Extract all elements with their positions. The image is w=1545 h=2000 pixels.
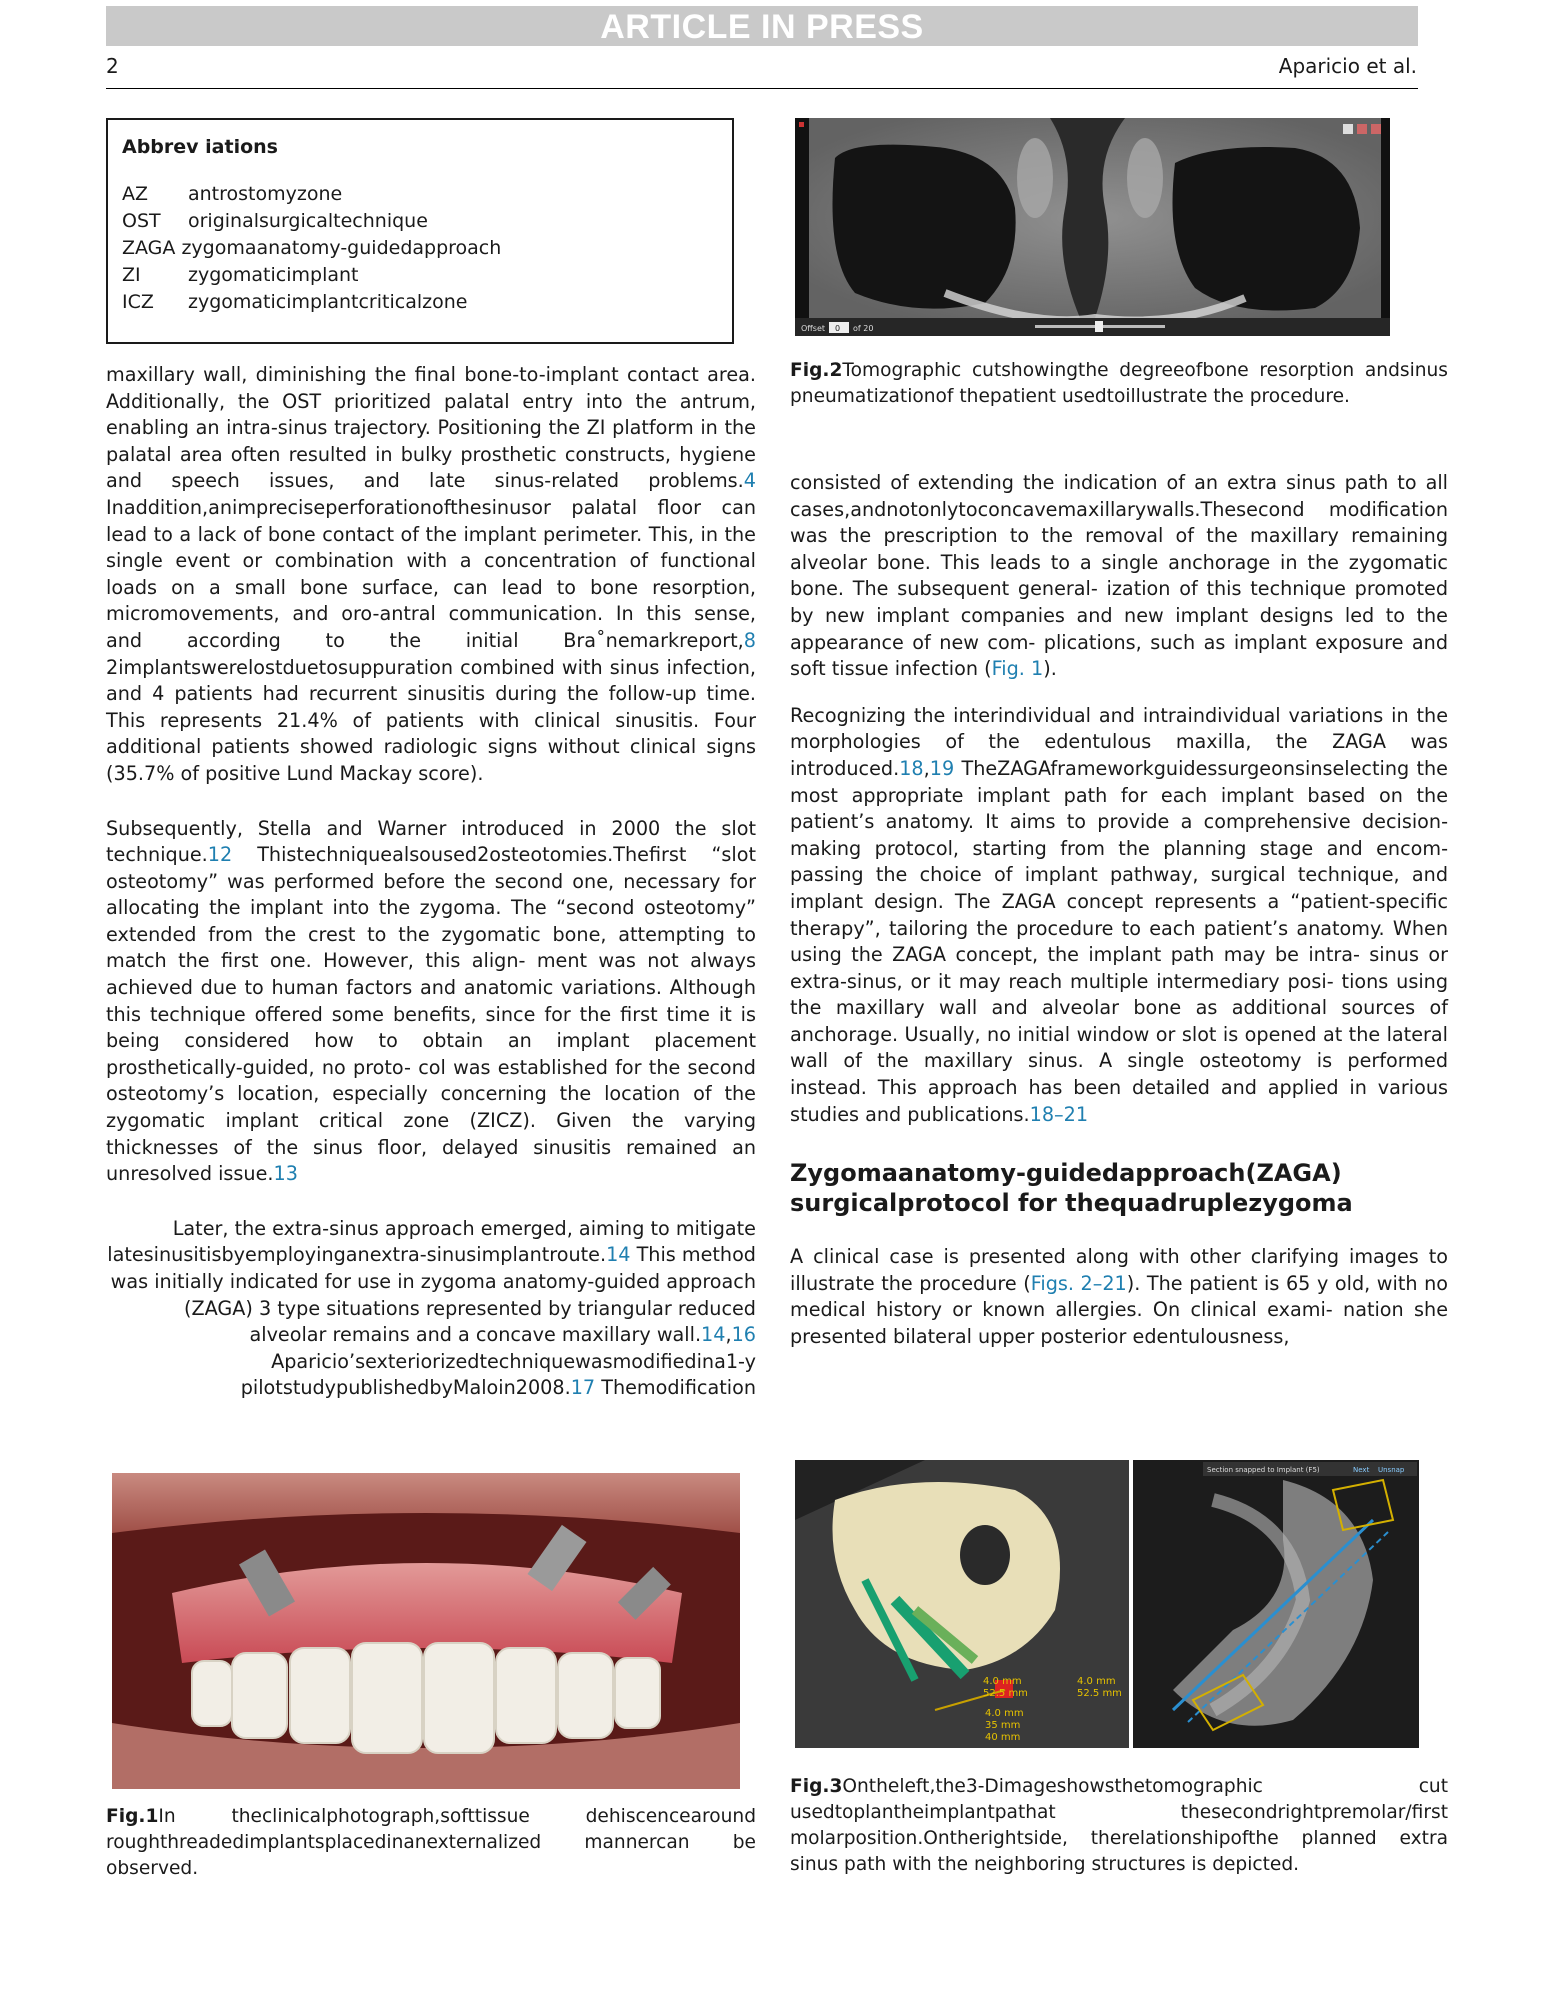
figure-2-caption: Fig.2Tomographic cutshowingthe degreeofbone resorption andsinus pneumatizationof thepatient usedtoillustrate the procedure. xyxy=(790,360,1448,407)
citation-link[interactable]: 14 xyxy=(701,1323,726,1347)
header-rule xyxy=(106,88,1418,89)
figure-3-planning-right xyxy=(1133,1460,1419,1748)
abbreviation-text: zygomaticimplant xyxy=(188,264,359,286)
paragraph: A clinical case is presented along with other clarifying images to illustrate the procedure (Figs. 2–21). The patient is 65 y old, with no medical history or known allergies. On clinical exami- nation she presented bilateral upper posterior edentulousness, xyxy=(790,1245,1448,1349)
paragraph: consisted of extending the indication of an extra sinus path to all cases,andnotonlytoconcavemaxillarywalls.Thesecond modification was the prescription to the removal of the maxillary remaining alveolar bone. This leads to a single anchorage in the zygomatic bone. The subsequent general- ization of this technique promoted by new implant companies and new implant designs led to the appearance of new com- plications, such as implant exposure and soft tissue infection (Fig. 1). xyxy=(790,471,1448,681)
abbreviation-row xyxy=(122,181,718,208)
planning-section-image xyxy=(1133,1460,1419,1748)
paragraph: Later, the extra-sinus approach emerged, aiming to mitigate latesinusitisbyemployinganextra-sinusimplantroute.14 This method was initially indicated for use in zygoma anatomy-guided approach (ZAGA) 3 type situations represented by triangular reduced alveolar remains and a concave maxillary wall.14,16 Aparicio’sexteriorizedtechniquewasmodifiedina1-y pilotstudypublishedbyMaloin2008.17 Themodification xyxy=(107,1216,756,1400)
citation-link[interactable]: 14 xyxy=(606,1243,631,1267)
citation-link[interactable]: 8 xyxy=(743,628,756,652)
measure-label: 4.0 mm xyxy=(985,1708,1024,1719)
measure-label: 40 mm xyxy=(985,1732,1021,1743)
measure-label: 4.0 mm xyxy=(983,1676,1022,1687)
figure-1-clinical-photo xyxy=(112,1473,740,1789)
abbreviation-row xyxy=(122,208,718,235)
ct-marker-icon xyxy=(799,122,804,127)
abbreviation-code: ICZ xyxy=(122,291,154,313)
abbreviation-row xyxy=(122,289,718,316)
ct-toolbar-icon[interactable] xyxy=(1343,124,1353,134)
section-unsnap-button[interactable]: Unsnap xyxy=(1378,1466,1405,1474)
measure-label: 52.5 mm xyxy=(1077,1688,1122,1699)
right-column xyxy=(790,470,1448,1371)
left-column xyxy=(106,362,756,1422)
clinical-photo-image xyxy=(112,1473,740,1789)
section-heading: Zygomaanatomy-guidedapproach(ZAGA) surgicalprotocol for thequadruplezygoma xyxy=(790,1159,1353,1218)
figure-link[interactable]: Fig. 1 xyxy=(991,657,1044,681)
measure-label: 35 mm xyxy=(985,1720,1021,1731)
figure-link[interactable]: Figs. 2–21 xyxy=(1030,1271,1127,1295)
figure-label: Fig.2 xyxy=(790,360,843,381)
ct-slider-handle[interactable] xyxy=(1095,321,1103,332)
figure-label: Fig.1 xyxy=(106,1806,159,1827)
abbreviation-row xyxy=(122,235,718,262)
paragraph: Subsequently, Stella and Warner introduced in 2000 the slot technique.12 Thistechniquealsoused2osteotomies.Thefirst “slot osteotomy” was performed before the second one, necessary for allocating the implant into the zygoma. The “second osteotomy” extended from the crest to the zygomatic bone, attempting to match the first one. However, this align- ment was not always achieved due to human factors and anatomic variations. Although this technique offered some benefits, since for the first time it is being considered how to obtain an implant placement prosthetically-guided, no proto- col was established for the second osteotomy’s location, especially concerning the location of the zygomatic implant critical zone (ZICZ). Given the varying thicknesses of the sinus floor, delayed sinusitis remained an unresolved issue.13 xyxy=(106,816,756,1186)
ct-toolbar-icon[interactable] xyxy=(1371,124,1381,134)
section-toolbar-text: Section snapped to Implant (F5) xyxy=(1207,1466,1320,1474)
figure-1-caption: Fig.1In theclinicalphotograph,softtissue dehiscencearound roughthreadedimplantsplacedinanexternalized mannercan be observed. xyxy=(106,1806,756,1879)
measure-label: 4.0 mm xyxy=(1077,1676,1116,1687)
figure-3-planning-left xyxy=(795,1460,1129,1748)
abbreviations-box xyxy=(106,118,734,344)
planning-3d-image xyxy=(795,1460,1129,1748)
abbreviation-code: AZ xyxy=(122,183,149,205)
section-next-button[interactable]: Next xyxy=(1353,1466,1370,1474)
figure-2-ct-scan xyxy=(795,118,1390,336)
ct-offset-value: 0 xyxy=(835,324,841,333)
citation-link[interactable]: 4 xyxy=(743,469,756,493)
abbreviation-text: zygomaanatomy-guidedapproach xyxy=(181,237,502,259)
abbreviation-text: zygomaticimplantcriticalzone xyxy=(188,291,468,313)
paragraph: Recognizing the interindividual and intraindividual variations in the morphologies of the edentulous maxilla, the ZAGA was introduced.18,19 TheZAGAframeworkguidessurgeonsinselecting the most appropriate implant path for each implant based on the patient’s anatomy. It aims to provide a comprehensive decision- making protocol, starting from the planning stage and encom- passing the choice of implant pathway, surgical technique, and implant design. The ZAGA concept represents a “patient-specific therapy”, tailoring the procedure to each patient’s anatomy. When using the ZAGA concept, the implant path may be intra- sinus or extra-sinus, or it may reach multiple intermediary posi- tions using the maxillary wall and alveolar bone as additional sources of anchorage. Usually, no initial window or slot is opened at the lateral wall of the maxillary sinus. A single osteotomy is performed instead. This approach has been detailed and applied in various studies and publications.18–21 xyxy=(790,703,1448,1126)
paragraph: maxillary wall, diminishing the final bone-to-implant contact area. Additionally, the OST prioritized palatal entry into the antrum, enabling an intra-sinus trajectory. Positioning the ZI platform in the palatal area often resulted in bulky prosthetic constructs, hygiene and speech issues, and late sinus-related problems.4 Inaddition,animpreciseperforationofthesinusor palatal floor can lead to a lack of bone contact of the implant perimeter. This, in the single event or combination with a concentration of functional loads on a small bone surface, can lead to bone resorption, micromovements, and oro-antral communication. In this sense, and according to the initial Bra˚nemarkreport,8 2implantswerelostduetosuppuration combined with sinus infection, and 4 patients had recurrent sinusitis during the follow-up time. This represents 21.4% of patients with clinical sinusitis. Four additional patients showed radiologic signs without clinical signs (35.7% of positive Lund Mackay score). xyxy=(106,363,756,785)
ct-offset-total: of 20 xyxy=(853,324,874,333)
abbreviations-title: Abbrev iations xyxy=(122,136,278,158)
ct-scan-image xyxy=(795,118,1390,336)
citation-link[interactable]: 19 xyxy=(929,756,955,780)
ct-toolbar-icon[interactable] xyxy=(1357,124,1367,134)
abbreviation-text: antrostomyzone xyxy=(188,183,343,205)
citation-link[interactable]: 18–21 xyxy=(1029,1102,1089,1126)
citation-link[interactable]: 13 xyxy=(273,1162,298,1186)
figure-3-caption: Fig.3Ontheleft,the3-Dimageshowsthetomographic cut usedtoplantheimplantpathat thesecondrightpremolar/first molarposition.Ontherightside, therelationshipofthe planned extra sinus path with the neighboring structures is depicted. xyxy=(790,1776,1448,1875)
figure-label: Fig.3 xyxy=(790,1776,843,1797)
abbreviation-text: originalsurgicaltechnique xyxy=(188,210,428,232)
article-in-press-banner: ARTICLE IN PRESS xyxy=(106,6,1418,46)
page-number: 2 xyxy=(106,54,119,78)
ct-offset-label: Offset xyxy=(801,324,826,333)
abbreviation-code: ZI xyxy=(122,264,141,286)
abbreviation-code: OST xyxy=(122,210,161,232)
citation-link[interactable]: 18 xyxy=(899,756,924,780)
citation-link[interactable]: 17 xyxy=(570,1376,596,1400)
abbreviation-row xyxy=(122,262,718,289)
measure-label: 52.5 mm xyxy=(983,1688,1028,1699)
abbreviation-code: ZAGA xyxy=(122,237,176,259)
citation-link[interactable]: 16 xyxy=(731,1323,756,1347)
citation-link[interactable]: 12 xyxy=(207,843,233,867)
running-header-authors: Aparicio et al. xyxy=(1278,54,1417,78)
